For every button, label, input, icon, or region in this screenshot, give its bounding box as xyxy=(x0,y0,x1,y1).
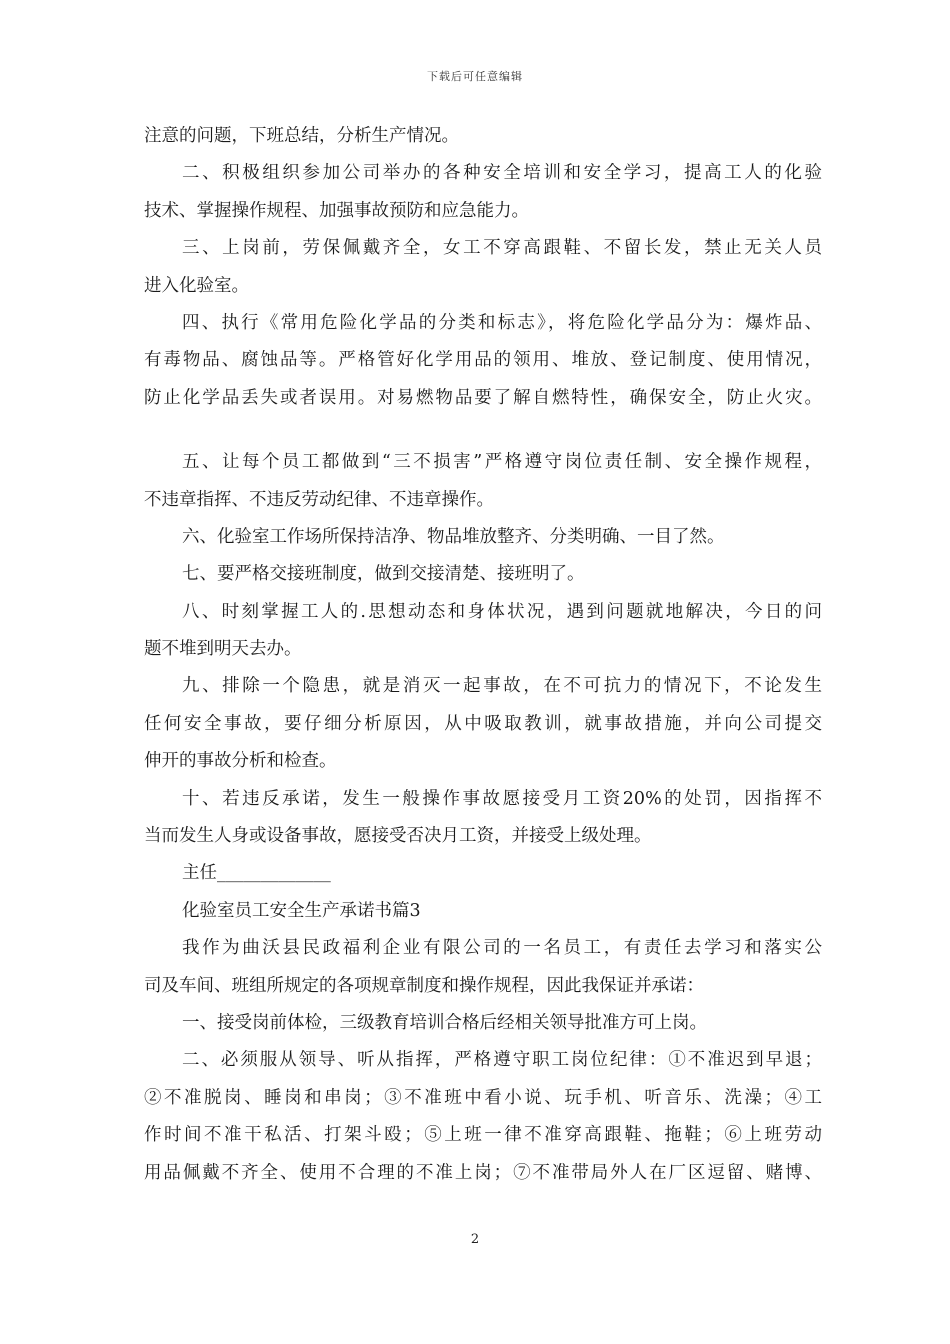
paragraph-line: 注意的问题，下班总结，分析生产情况。 xyxy=(144,126,459,146)
paragraph-line: 伸开的事故分析和检查。 xyxy=(144,751,337,772)
paragraph-line: 用品佩戴不齐全、使用不合理的不准上岗；⑦不准带局外人在厂区逗留、赌博、 xyxy=(144,1162,822,1183)
paragraph-line: 十、若违反承诺，发生一般操作事故愿接受月工资20%的处罚，因指挥不 xyxy=(182,788,822,809)
paragraph-line: 不违章指挥、不违反劳动纪律、不违章操作。 xyxy=(144,489,494,510)
paragraph-line: 技术、掌握操作规程、加强事故预防和应急能力。 xyxy=(144,200,529,221)
paragraph-line: 三、上岗前，劳保佩戴齐全，女工不穿高跟鞋、不留长发，禁止无关人员 xyxy=(182,238,822,259)
paragraph-line: 五、让每个员工都做到“三不损害”严格遵守岗位责任制、安全操作规程， xyxy=(182,452,822,473)
paragraph-gap xyxy=(144,417,822,444)
paragraph-line: 六、化验室工作场所保持洁净、物品堆放整齐、分类明确、一目了然。 xyxy=(182,526,725,547)
paragraph-line: ②不准脱岗、睡岗和串岗；③不准班中看小说、玩手机、听音乐、洗澡；④工 xyxy=(144,1087,822,1108)
page-header: 下载后可任意编辑 xyxy=(427,70,523,83)
paragraph-line: 四、执行《常用危险化学品的分类和标志》，将危险化学品分为：爆炸品、 xyxy=(182,312,822,333)
paragraph-line: 八、时刻掌握工人的.思想动态和身体状况，遇到问题就地解决，今日的问 xyxy=(182,601,822,622)
paragraph-line: 作时间不准干私活、打架斗殴；⑤上班一律不准穿高跟鞋、拖鞋；⑥上班劳动 xyxy=(144,1125,822,1146)
paragraph-line: 二、必须服从领导、听从指挥，严格遵守职工岗位纪律：①不准迟到早退； xyxy=(182,1050,822,1071)
paragraph-line: 任何安全事故，要仔细分析原因，从中吸取教训，就事故措施，并向公司提交 xyxy=(144,713,822,734)
paragraph-line: 我作为曲沃县民政福利企业有限公司的一名员工，有责任去学习和落实公 xyxy=(182,938,822,959)
section-heading: 化验室员工安全生产承诺书篇3 xyxy=(182,900,421,921)
paragraph-line: 二、积极组织参加公司举办的各种安全培训和安全学习，提高工人的化验 xyxy=(182,163,822,184)
paragraph-line: 进入化验室。 xyxy=(144,275,249,296)
paragraph-line: 题不堆到明天去办。 xyxy=(144,639,302,660)
paragraph-line: 司及车间、班组所规定的各项规章制度和操作规程，因此我保证并承诺： xyxy=(144,975,704,996)
paragraph-line: 九、排除一个隐患，就是消灭一起事故，在不可抗力的情况下，不论发生 xyxy=(182,676,822,697)
paragraph-line: 当而发生人身或设备事故，愿接受否决月工资，并接受上级处理。 xyxy=(144,826,652,847)
paragraph-line: 防止化学品丢失或者误用。对易燃物品要了解自燃特性，确保安全，防止火灾。 xyxy=(144,387,822,408)
document-body xyxy=(144,118,822,1192)
paragraph-line: 七、要严格交接班制度，做到交接清楚、接班明了。 xyxy=(182,564,585,585)
signature-line: 主任_____________ xyxy=(182,863,331,884)
paragraph-line: 一、接受岗前体检，三级教育培训合格后经相关领导批准方可上岗。 xyxy=(182,1012,707,1033)
page-number: 2 xyxy=(470,1232,480,1247)
paragraph-line: 有毒物品、腐蚀品等。严格管好化学用品的领用、堆放、登记制度、使用情况， xyxy=(144,350,822,371)
